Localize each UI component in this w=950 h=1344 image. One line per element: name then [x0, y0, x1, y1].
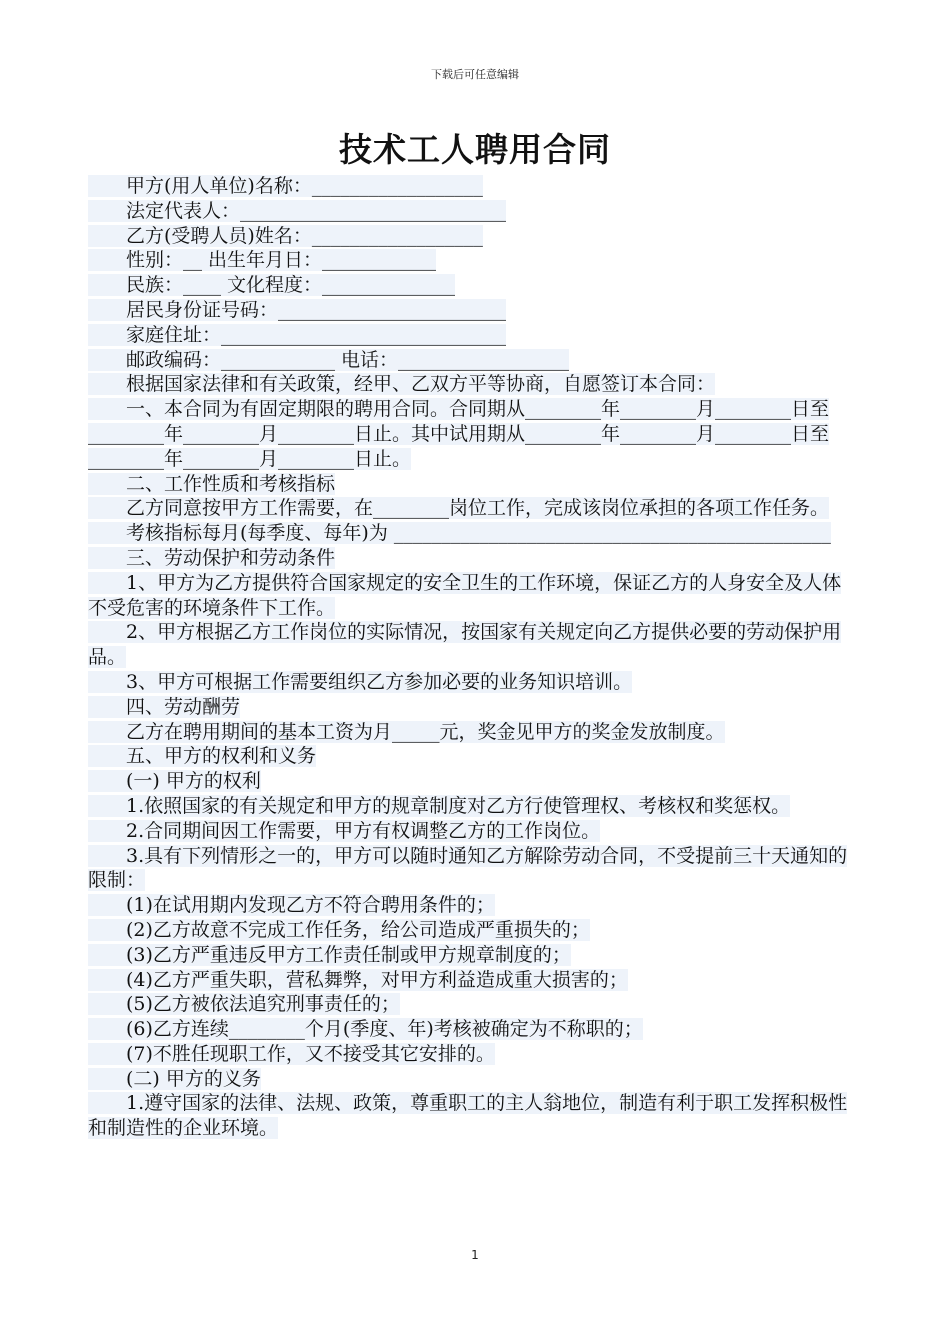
clause-paragraph — [88, 571, 858, 621]
paragraph-text: 考核指标每月(每季度、每年)为 ______________________________________________ — [88, 522, 831, 545]
paragraph-text: (5)乙方被依法追究刑事责任的； — [88, 993, 400, 1016]
paragraph-text: 居民身份证号码：________________________ — [88, 298, 507, 321]
paragraph-text: (7)不胜任现职工作，又不接受其它安排的。 — [88, 1042, 495, 1065]
paragraph-text: 1.遵守国家的法律、法规、政策，尊重职工的主人翁地位，制造有利于职工发挥积极性和制造性的企业环境。 — [88, 1092, 848, 1140]
clause-paragraph — [88, 844, 858, 894]
id-number-field — [88, 298, 858, 323]
assessment-paragraph — [88, 521, 858, 546]
paragraph-text: 一、本合同为有固定期限的聘用合同。合同期从________年________月________日至________年________月________日止。其中试用期从________年________月________日至________年________月________日止。 — [88, 398, 830, 470]
legal-representative-field — [88, 199, 858, 224]
paragraph-text: (4)乙方严重失职，营私舞弊，对甲方利益造成重大损害的； — [88, 968, 628, 991]
list-item — [88, 992, 858, 1017]
clause-paragraph — [88, 1091, 858, 1141]
paragraph-text: 四、劳动酬劳 — [88, 695, 241, 718]
clause-paragraph — [88, 819, 858, 844]
paragraph-text: 家庭住址：______________________________ — [88, 323, 507, 346]
party-a-name-field — [88, 174, 858, 199]
paragraph-text: 乙方同意按甲方工作需要，在________岗位工作，完成该岗位承担的各项工作任务。 — [88, 497, 830, 520]
section-heading — [88, 546, 858, 571]
paragraph-text: (3)乙方严重违反甲方工作责任制或甲方规章制度的； — [88, 943, 571, 966]
list-item — [88, 943, 858, 968]
paragraph-text: 五、甲方的权利和义务 — [88, 745, 317, 768]
home-address-field — [88, 323, 858, 348]
preamble-paragraph — [88, 372, 858, 397]
gender-birthdate-field — [88, 248, 858, 273]
paragraph-text: (一) 甲方的权利 — [88, 770, 261, 793]
list-item — [88, 1042, 858, 1067]
paragraph-text: 2、甲方根据乙方工作岗位的实际情况，按国家有关规定向乙方提供必要的劳动保护用品。 — [88, 621, 842, 669]
party-b-name-field — [88, 224, 858, 249]
section-heading — [88, 472, 858, 497]
paragraph-text: 民族：____ 文化程度：______________ — [88, 274, 456, 297]
paragraph-text: 二、工作性质和考核指标 — [88, 472, 336, 495]
paragraph-text: 乙方(受聘人员)姓名：__________________ — [88, 224, 483, 247]
paragraph-text: 2.合同期间因工作需要，甲方有权调整乙方的工作岗位。 — [88, 819, 601, 842]
paragraph-text: 性别：__ 出生年月日：____________ — [88, 249, 437, 272]
paragraph-text: 乙方在聘用期间的基本工资为月_____元，奖金见甲方的奖金发放制度。 — [88, 720, 725, 743]
paragraph-text: 法定代表人：____________________________ — [88, 199, 507, 222]
paragraph-text: 1.依照国家的有关规定和甲方的规章制度对乙方行使管理权、考核权和奖惩权。 — [88, 794, 791, 817]
paragraph-text: (二) 甲方的义务 — [88, 1067, 261, 1090]
list-item — [88, 968, 858, 993]
paragraph-text: (1)在试用期内发现乙方不符合聘用条件的； — [88, 894, 495, 917]
section-heading — [88, 695, 858, 720]
section-heading — [88, 744, 858, 769]
list-item — [88, 893, 858, 918]
contract-body — [88, 174, 858, 1141]
header-note: 下载后可任意编辑 — [431, 68, 519, 81]
paragraph-text: 3、甲方可根据工作需要组织乙方参加必要的业务知识培训。 — [88, 670, 633, 693]
paragraph-text: (2)乙方故意不完成工作任务，给公司造成严重损失的； — [88, 918, 590, 941]
clause-paragraph — [88, 670, 858, 695]
list-item — [88, 1017, 858, 1042]
clause-paragraph — [88, 620, 858, 670]
subsection-heading — [88, 1067, 858, 1092]
page-number: 1 — [471, 1248, 479, 1262]
list-item — [88, 918, 858, 943]
clause-paragraph — [88, 794, 858, 819]
paragraph-text: 1、甲方为乙方提供符合国家规定的安全卫生的工作环境，保证乙方的人身安全及人体不受危害的环境条件下工作。 — [88, 571, 842, 619]
salary-paragraph — [88, 720, 858, 745]
paragraph-text: 3.具有下列情形之一的，甲方可以随时通知乙方解除劳动合同，不受提前三十天通知的限制： — [88, 844, 848, 892]
postcode-phone-field — [88, 348, 858, 373]
subsection-heading — [88, 769, 858, 794]
paragraph-text: 甲方(用人单位)名称：__________________ — [88, 175, 483, 197]
paragraph-text: 三、劳动保护和劳动条件 — [88, 546, 336, 569]
paragraph-text: (6)乙方连续________个月(季度、年)考核被确定为不称职的； — [88, 1018, 643, 1041]
paragraph-text: 邮政编码：____________ 电话：__________________ — [88, 348, 570, 371]
ethnicity-education-field — [88, 273, 858, 298]
paragraph-text: 根据国家法律和有关政策，经甲、乙双方平等协商，自愿签订本合同： — [88, 373, 716, 396]
job-position-paragraph — [88, 496, 858, 521]
document-title: 技术工人聘用合同 — [339, 130, 611, 169]
contract-term-paragraph — [88, 397, 858, 471]
